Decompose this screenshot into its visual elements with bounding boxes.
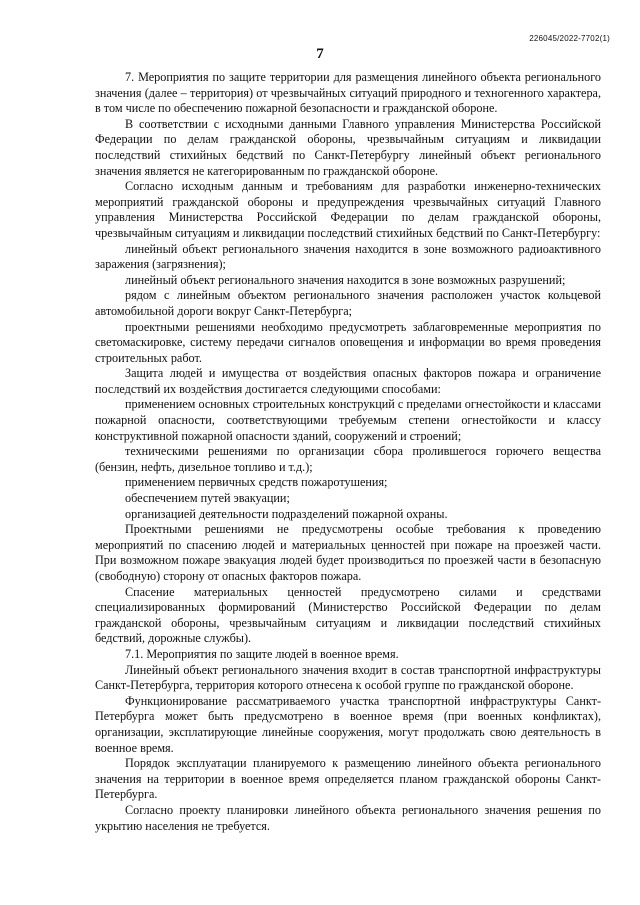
section-7-heading: 7. Мероприятия по защите территории для размещения линейного объекта регионального значения (далее – территория) от чрезвычайных ситуаций природного и техногенного характера, в том числе по обеспечению пожарной безопасности и гражданской обороне.: [95, 70, 601, 116]
list-item: применением основных строительных конструкций с пределами огнестойкости и классами пожарной опасности, соответствующими требуемым степени огнестойкости и классу конструктивной пожарной опасности зданий, сооружений и строений;: [95, 397, 601, 443]
list-item: рядом с линейным объектом регионального значения расположен участок кольцевой автомобильной дороги вокруг Санкт-Петербурга;: [95, 288, 601, 318]
paragraph: Спасение материальных ценностей предусмотрено силами и средствами специализированных формирований (Министерство Российской Федерации по делам гражданской обороны, чрезвычайным ситуациям и ликвидации последствий стихийных бедствий, дорожные службы).: [95, 584, 601, 646]
list-item: техническими решениями по организации сбора пролившегося горючего вещества (бензин, нефть, дизельное топливо и т.д.);: [95, 444, 601, 474]
list-item: обеспечением путей эвакуации;: [125, 491, 290, 506]
list-item: проектными решениями необходимо предусмотреть заблаговременные мероприятия по светомаскировке, систему передачи сигналов оповещения и информации во время проведения строительных работ.: [95, 319, 601, 365]
paragraph: Линейный объект регионального значения входит в состав транспортной инфраструктуры Санкт-Петербурга, территория которого отнесена к особой группе по гражданской обороне.: [95, 662, 601, 693]
paragraph: Согласно проекту планировки линейного объекта регионального значения решения по укрытию населения не требуется.: [95, 802, 601, 833]
list-item: применением первичных средств пожаротушения;: [125, 475, 388, 490]
list-item: линейный объект регионального значения находится в зоне возможных разрушений;: [125, 272, 566, 287]
paragraph: Защита людей и имущества от воздействия опасных факторов пожара и ограничение последствий их воздействия достигается следующими способами:: [95, 366, 601, 396]
paragraph: Согласно исходным данным и требованиям для разработки инженерно-технических мероприятий гражданской обороны и предупреждения чрезвычайных ситуаций Главного управления Министерства Российской Федерации по делам гражданской обороны, чрезвычайным ситуациям и ликвидации последствий стихийных бедствий по Санкт-Петербургу:: [95, 179, 601, 240]
list-item: организацией деятельности подразделений пожарной охраны.: [125, 506, 448, 521]
paragraph: Функционирование рассматриваемого участка транспортной инфраструктуры Санкт-Петербурга может быть предусмотрено в военное время (при военных конфликтах), организации, эксплатирующие линейные сооружения, могут продолжать свою деятельность в военное время.: [95, 693, 601, 755]
paragraph: Проектными решениями не предусмотрены особые требования к проведению мероприятий по спасению людей и материальных ценностей при пожаре на проезжей части. При возможном пожаре эвакуация людей будет производиться по проезжей части в безопасную (свободную) сторону от опасных факторов пожара.: [95, 522, 601, 583]
page-number: 7: [316, 46, 324, 62]
list-item: линейный объект регионального значения находится в зоне возможного радиоактивного заражения (загрязнения);: [95, 241, 601, 272]
section-7-1-heading: 7.1. Мероприятия по защите людей в военное время.: [125, 646, 399, 661]
document-id: 226045/2022-7702(1): [529, 34, 610, 43]
paragraph: Порядок эксплуатации планируемого к размещению линейного объекта регионального значения на территории в военное время определяется планом гражданской обороны Санкт-Петербурга.: [95, 756, 601, 802]
document-body: [95, 70, 601, 834]
paragraph: В соответствии с исходными данными Главного управления Министерства Российской Федерации по делам гражданской обороны, чрезвычайным ситуациям и ликвидации последствий стихийных бедствий по Санкт-Петербургу линейный объект регионального значения является не категорированным по гражданской обороне.: [95, 116, 601, 178]
